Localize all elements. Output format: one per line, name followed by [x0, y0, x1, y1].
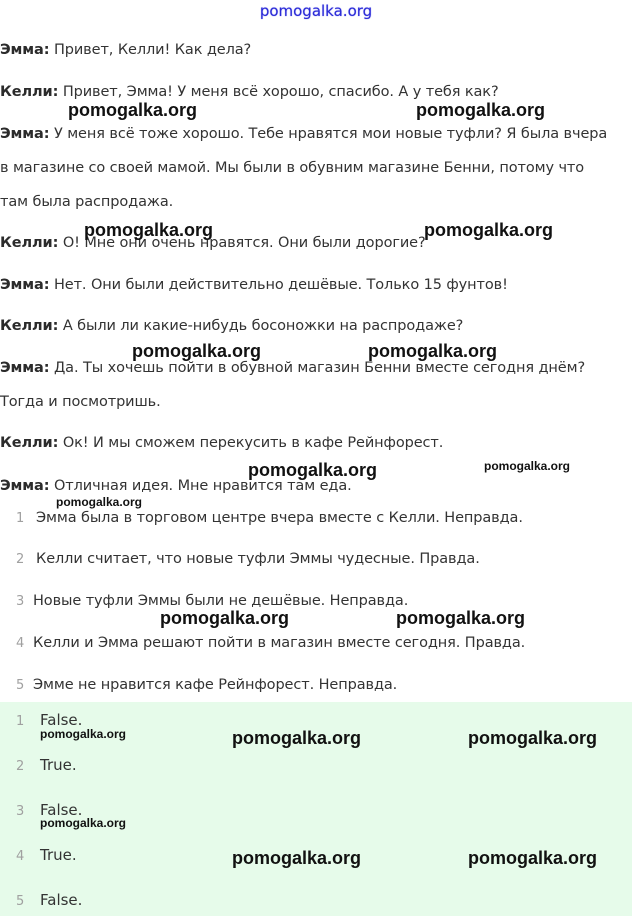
- statement-text: Эмме не нравится кафе Рейнфорест. Неправда.: [33, 677, 398, 693]
- answer-value: False.: [40, 891, 83, 909]
- watermark: pomogalka.org: [248, 460, 378, 480]
- watermark: pomogalka.org: [232, 728, 362, 748]
- dialogue-text: Нет. Они были действительно дешёвые. Только 15 фунтов!: [53, 277, 508, 293]
- watermark: pomogalka.org: [56, 495, 143, 509]
- watermark: pomogalka.org: [40, 727, 127, 741]
- statement-number: 4: [16, 636, 25, 651]
- watermark: pomogalka.org: [232, 848, 362, 868]
- dialogue-line: Келли: Ок! И мы сможем перекусить в кафе Рейнфорест.: [0, 435, 444, 451]
- answer-number: 5: [16, 894, 25, 909]
- statement-item: [16, 551, 480, 567]
- speaker-name: Эмма: [0, 277, 44, 293]
- watermark: pomogalka.org: [160, 608, 290, 628]
- dialogue-continuation: в магазине со своей мамой. Мы были в обувним магазине Бенни, потому что: [0, 160, 585, 176]
- dialogue-text: У меня всё тоже хорошо. Тебе нравятся мои новые туфли? Я была вчера: [53, 126, 608, 142]
- site-title[interactable]: pomogalka.org: [259, 2, 373, 20]
- dialogue-text: Да. Ты хочешь пойти в обувной магазин Бенни вместе сегодня днём?: [53, 360, 586, 376]
- dialogue-line: Эмма: Отличная идея. Мне нравится там еда.: [0, 478, 352, 494]
- dialogue-text: Привет, Эмма! У меня всё хорошо, спасибо. А у тебя как?: [62, 84, 499, 100]
- statement-number: 5: [16, 678, 25, 693]
- dialogue-text: А были ли какие-нибудь босоножки на распродаже?: [62, 318, 464, 334]
- statement-number: 2: [16, 552, 25, 567]
- answer-value: True.: [40, 756, 77, 774]
- dialogue-line: Эмма: У меня всё тоже хорошо. Тебе нравятся мои новые туфли? Я была вчера: [0, 126, 608, 142]
- watermark: pomogalka.org: [468, 728, 598, 748]
- answer-item: [16, 755, 77, 774]
- speaker-name: Келли: [0, 84, 53, 100]
- statement-text: Келли и Эмма решают пойти в магазин вместе сегодня. Правда.: [33, 635, 526, 651]
- answer-number: 1: [16, 714, 25, 729]
- watermark: pomogalka.org: [424, 220, 554, 240]
- answer-value: True.: [40, 846, 77, 864]
- dialogue-line: Келли: О! Мне они очень нравятся. Они были дорогие?: [0, 235, 426, 251]
- dialogue-line: Келли: А были ли какие-нибудь босоножки на распродаже?: [0, 318, 464, 334]
- watermark: pomogalka.org: [416, 100, 546, 120]
- answer-number: 2: [16, 759, 25, 774]
- speaker-name: Эмма: [0, 42, 44, 58]
- statement-number: 1: [16, 511, 25, 526]
- statement-item: [16, 677, 397, 693]
- speaker-name: Эмма: [0, 360, 44, 376]
- dialogue-text: О! Мне они очень нравятся. Они были дорогие?: [62, 235, 426, 251]
- answer-item: [16, 845, 77, 864]
- statement-text: Эмма была в торговом центре вчера вместе с Келли. Неправда.: [36, 510, 523, 526]
- watermark: pomogalka.org: [40, 816, 127, 830]
- dialogue-line: Эмма: Привет, Келли! Как дела?: [0, 42, 252, 58]
- dialogue-text: Привет, Келли! Как дела?: [53, 42, 252, 58]
- answer-item: [16, 890, 82, 909]
- speaker-name: Келли: [0, 318, 53, 334]
- dialogue-continuation: там была распродажа.: [0, 194, 174, 210]
- speaker-name: Эмма: [0, 478, 44, 494]
- speaker-name: Келли: [0, 235, 53, 251]
- statement-text: Келли считает, что новые туфли Эммы чудесные. Правда.: [36, 551, 480, 567]
- answer-number: 4: [16, 849, 25, 864]
- watermark: pomogalka.org: [484, 459, 571, 473]
- dialogue-line: Эмма: Нет. Они были действительно дешёвые. Только 15 фунтов!: [0, 277, 508, 293]
- watermark: pomogalka.org: [68, 100, 198, 120]
- answer-value: False.: [40, 711, 83, 729]
- dialogue-text: Отличная идея. Мне нравится там еда.: [53, 478, 352, 494]
- answer-value: False.: [40, 801, 83, 819]
- watermark: pomogalka.org: [468, 848, 598, 868]
- watermark: pomogalka.org: [396, 608, 526, 628]
- speaker-name: Эмма: [0, 126, 44, 142]
- statement-item: [16, 510, 523, 526]
- statement-text: Новые туфли Эммы были не дешёвые. Неправда.: [33, 593, 409, 609]
- speaker-name: Келли: [0, 435, 53, 451]
- dialogue-text: Ок! И мы сможем перекусить в кафе Рейнфорест.: [62, 435, 444, 451]
- statement-number: 3: [16, 594, 25, 609]
- dialogue-line: Келли: Привет, Эмма! У меня всё хорошо, спасибо. А у тебя как?: [0, 84, 499, 100]
- dialogue-line: Эмма: Да. Ты хочешь пойти в обувной магазин Бенни вместе сегодня днём?: [0, 360, 586, 376]
- watermark: pomogalka.org: [368, 341, 498, 361]
- answer-number: 3: [16, 804, 25, 819]
- statement-item: [16, 593, 408, 609]
- watermark: pomogalka.org: [132, 341, 262, 361]
- watermark: pomogalka.org: [84, 220, 214, 240]
- dialogue-continuation: Тогда и посмотришь.: [0, 394, 161, 410]
- statement-item: [16, 635, 525, 651]
